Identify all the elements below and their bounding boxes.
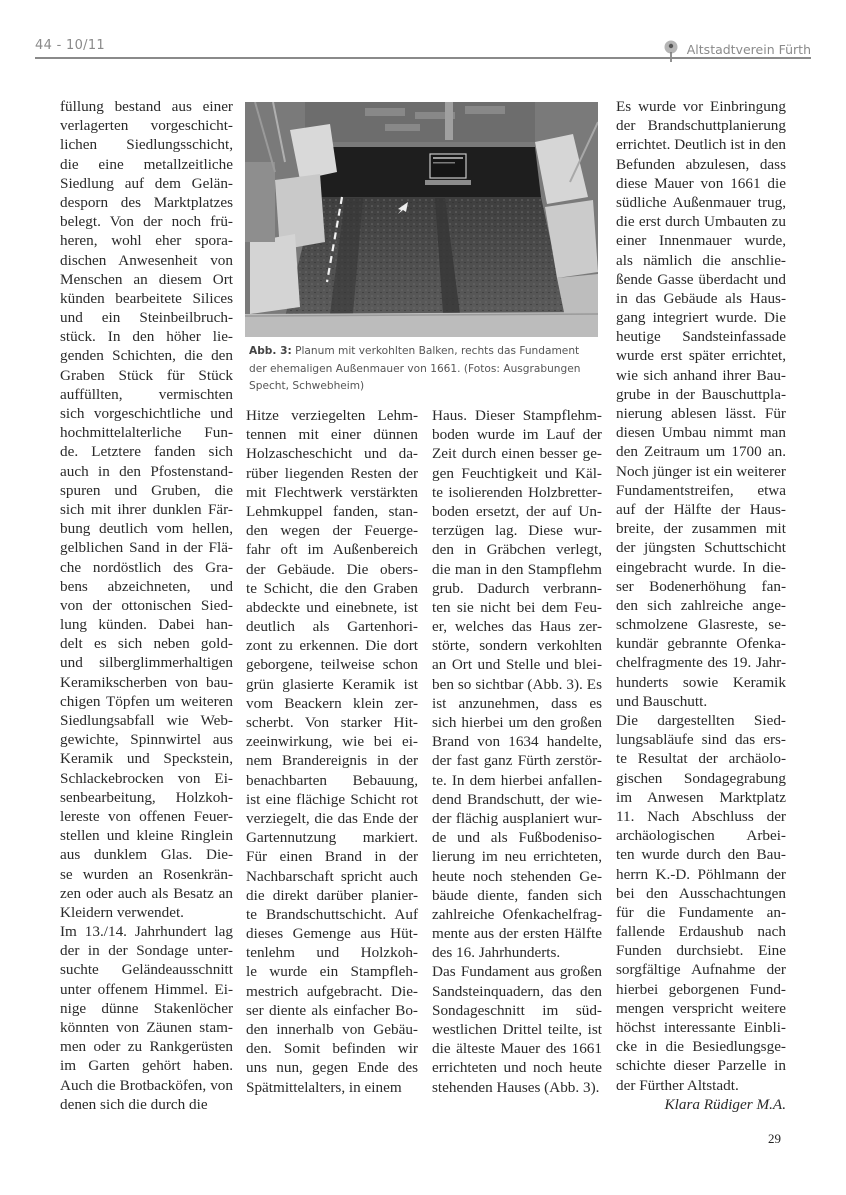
- text-line: den. Somit befinden wir: [246, 1040, 418, 1058]
- text-line: te Schicht, die den Graben: [246, 579, 418, 597]
- text-line: gang integriert wurde. Die: [616, 309, 786, 327]
- text-line: errichtet. Deutlich ist in den: [616, 136, 786, 154]
- text-line: die man in den Stampflehm: [432, 560, 602, 578]
- text-line: gelblichen Sand in der Flä-: [60, 539, 233, 557]
- text-line: westlichen Drittel teilte, ist: [432, 1021, 602, 1038]
- text-line: Sandsteinquadern, das den: [432, 982, 602, 1000]
- text-line: Spätmittelalters, in einem: [246, 1078, 402, 1096]
- text-line: im Anwesen Marktplatz: [616, 788, 786, 806]
- text-line: die direkt darüber planier-: [246, 886, 418, 904]
- text-line: und silberglimmerhaltigen: [60, 654, 233, 672]
- figure-label: Abb. 3:: [249, 345, 292, 357]
- text-line: de und als Fußbodeniso-: [432, 829, 602, 847]
- text-line: ten wurde durch den Bau-: [616, 846, 786, 864]
- text-line: denen sich die durch die: [60, 1095, 208, 1113]
- text-line: Sondageschnitt im süd-: [432, 1001, 602, 1019]
- text-line: zen oder auch als Besatz an: [60, 884, 233, 902]
- text-line: Funden durchsiebt. Eine: [616, 942, 786, 960]
- text-line: der jüngsten Schuttschicht: [616, 539, 786, 557]
- text-line: deutlich als Gartenhori-: [246, 618, 418, 636]
- text-line: im Garten gehört haben.: [60, 1057, 233, 1075]
- text-line: Schlackebrocken von Ei-: [60, 769, 233, 787]
- text-line: Zeit durch einen besser ge-: [432, 445, 602, 463]
- text-line: boden wurde im Lauf der: [432, 426, 602, 444]
- text-line: Gartennutzung markiert.: [246, 829, 418, 847]
- text-line: wurde erst später errichtet,: [616, 347, 786, 365]
- text-column-4: [616, 97, 786, 1114]
- text-line: an Ort und Stelle und blei-: [432, 656, 602, 674]
- text-line: grube in der Bauschuttpla-: [616, 385, 786, 403]
- text-line: errichteten und noch heute: [432, 1059, 602, 1077]
- text-line: er, welches das Haus zer-: [432, 618, 602, 636]
- text-line: dischen Anwesenheit von: [60, 251, 233, 269]
- text-line: höchst interessante Einbli-: [616, 1019, 786, 1036]
- text-line: te Brandschuttschicht. Auf: [246, 905, 418, 923]
- text-line: künden bearbeitete Silices: [60, 289, 233, 307]
- text-line: Das Fundament aus großen: [432, 963, 602, 981]
- text-line: uns nun, gegen Ende des: [246, 1059, 418, 1077]
- text-line: Keramikscherben von bau-: [60, 673, 233, 691]
- text-line: tenlehm und Holzkoh-: [246, 944, 418, 962]
- text-line: Hitze verziegelten Lehm-: [246, 407, 418, 424]
- text-line: suchte Geländeausschnitt: [60, 961, 233, 979]
- text-line: chigen Töpfen um weiteren: [60, 692, 233, 710]
- text-column-2: [246, 406, 418, 1097]
- text-line: Für einen Brand in der: [246, 848, 418, 866]
- text-line: schmolzene Glasreste, se-: [616, 616, 786, 634]
- text-line: stehenden Hauses (Abb. 3).: [432, 1078, 600, 1096]
- text-line: desporn des Marktplatzes: [60, 193, 233, 211]
- text-line: benachbarten Bebauung,: [246, 771, 418, 789]
- text-line: mestrich aufgebracht. Die-: [246, 982, 418, 1000]
- caption-line-3: Specht, Schwebheim): [249, 380, 365, 392]
- text-line: lung künden. Dabei han-: [60, 616, 233, 634]
- text-line: spuren und Gruben, die: [60, 481, 233, 499]
- text-line: vom Beackern klein zer-: [246, 694, 418, 712]
- text-line: lierung im neu errichteten,: [432, 848, 602, 866]
- caption-line-1: Planum mit verkohlten Balken, rechts das Fundament: [295, 345, 580, 357]
- text-line: nierung ablesen lässt. Für: [616, 405, 786, 422]
- text-line: bung deutlich vom hellen,: [60, 520, 233, 538]
- text-line: heute noch stehenden Ge-: [432, 867, 602, 885]
- excavation-photo: [245, 102, 598, 337]
- text-line: rüber liegenden Resten der: [246, 464, 418, 482]
- text-line: hunderts sowie Keramik: [616, 673, 786, 691]
- text-line: abdeckte und einebnete, ist: [246, 598, 418, 616]
- text-line: 11. Nach Abschluss der: [616, 807, 786, 825]
- text-line: wie sich anhand ihrer Bau-: [616, 366, 786, 384]
- text-line: heutige Sandsteinfassade: [616, 328, 786, 346]
- text-line: sich mit ihrer dunklen Fär-: [60, 500, 233, 518]
- page-number: 29: [768, 1131, 781, 1146]
- text-line: unter offenem Himmel. Ei-: [60, 980, 233, 998]
- text-line: Keramik und Speckstein,: [60, 750, 233, 768]
- text-line: herrn K.-D. Pöhlmann der: [616, 865, 786, 883]
- text-line: lungsabläufe sind das ers-: [616, 731, 786, 749]
- text-line: Lehmkuppel fanden, stan-: [246, 502, 418, 520]
- text-line: südliche Außenmauer trug,: [616, 193, 786, 211]
- excavation-photo-image: [245, 102, 598, 337]
- text-line: Es wurde vor Einbringung: [616, 98, 786, 115]
- text-line: breite, der zusammen mit: [616, 520, 786, 538]
- text-line: te. In dem hierbei anfallen-: [432, 771, 602, 789]
- text-line: von der ottonischen Sied-: [60, 596, 233, 614]
- text-line: mit Flechtwerk verstärkten: [246, 483, 418, 501]
- text-line: der Fürther Altstadt.: [616, 1076, 739, 1094]
- text-line: heren, wohl eher spora-: [60, 232, 233, 250]
- text-line: boden ersetzt, der auf Un-: [432, 502, 602, 520]
- text-line: scherbt. Von starker Hit-: [246, 714, 418, 731]
- text-line: Fundamentstreifen, etwa: [616, 481, 786, 499]
- text-line: könnten von Zäunen stam-: [60, 1019, 233, 1036]
- text-line: se wurden an Rosenkrän-: [60, 865, 233, 883]
- text-line: sorgfältige Aufnahme der: [616, 961, 786, 979]
- text-line: sich vorgeschichtliche und: [60, 405, 233, 422]
- text-line: als nämlich die anschlie-: [616, 251, 786, 269]
- text-line: der fast ganz Fürth zerstör-: [432, 752, 602, 770]
- text-line: diese Mauer von 1661 die: [616, 174, 786, 192]
- text-line: diesen Umbau nimmt man: [616, 424, 786, 442]
- text-line: Siedlung auf dem Gelän-: [60, 174, 233, 192]
- author-signature: Klara Rüdiger M.A.: [664, 1095, 786, 1113]
- text-line: dend Brandschutt, der wie-: [432, 790, 602, 808]
- text-line: grün glasierte Keramik ist: [246, 675, 418, 693]
- text-line: genden Schichten, die den: [60, 347, 233, 365]
- text-line: bei den Ausschachtungen: [616, 884, 786, 902]
- text-line: delt es sich neben gold-: [60, 635, 233, 653]
- issue-number: 44 - 10/11: [35, 38, 105, 53]
- text-line: der in der Sondage unter-: [60, 942, 233, 960]
- text-line: den wegen der Feuerge-: [246, 522, 418, 540]
- text-line: dieses Gemenge aus Hüt-: [246, 925, 418, 943]
- text-line: de. Letztere fanden sich: [60, 443, 233, 461]
- text-line: nige dünne Stakenlöcher: [60, 999, 233, 1017]
- text-line: des 16. Jahrhunderts.: [432, 944, 561, 962]
- publisher-name: Altstadtverein Fürth: [686, 41, 811, 57]
- text-line: men oder zu Rankgerüsten: [60, 1038, 233, 1056]
- text-column-1: [60, 97, 233, 1114]
- text-line: gischen Sondagegrabung: [616, 769, 786, 787]
- text-line: cke in die Besiedlungsge-: [616, 1038, 786, 1056]
- text-line: Kleidern verwendet.: [60, 903, 184, 921]
- text-line: Siedlungsabfall wie Web-: [60, 712, 233, 729]
- text-line: te isolierenden Holzbretter-: [432, 483, 602, 501]
- text-line: den innerhalb von Gebäu-: [246, 1021, 418, 1038]
- text-line: eingebracht wurde. In die-: [616, 558, 786, 576]
- text-line: Graben Stück für Stück: [60, 366, 233, 384]
- text-line: zont zu erkennen. Die dort: [246, 637, 418, 655]
- text-line: Auch die Brotbacköfen, von: [60, 1076, 233, 1094]
- text-line: auch in den Pfostenstand-: [60, 462, 233, 480]
- text-line: Nachbarschaft spricht auch: [246, 867, 418, 885]
- text-line: lichen Siedlungsschicht,: [60, 136, 233, 154]
- text-line: verlagerten vorgeschicht-: [60, 117, 233, 135]
- text-line: le wurde ein Stampfleh-: [246, 963, 418, 981]
- text-line: die älteste Mauer des 1661: [432, 1040, 602, 1058]
- text-line: Noch jünger ist ein weiterer: [616, 462, 786, 480]
- text-line: in das Gebäude als Haus-: [616, 289, 786, 307]
- text-line: stellen und kleine Ringlein: [60, 827, 233, 845]
- text-line: tennen mit einer dünnen: [246, 426, 418, 444]
- text-line: Befunden abzulesen, dass: [616, 155, 786, 173]
- text-line: Haus. Dieser Stampflehm-: [432, 407, 602, 424]
- text-line: Menschen an diesem Ort: [60, 270, 233, 288]
- text-line: kundär gebrannte Ofenka-: [616, 635, 786, 653]
- text-line: geborgene, teilweise schon: [246, 656, 418, 674]
- text-line: den in Gräbchen verlegt,: [432, 541, 602, 559]
- text-line: und ein Steinbeilbruch-: [60, 309, 233, 327]
- text-line: lereste von offenen Feuer-: [60, 807, 233, 825]
- text-column-3: [432, 406, 602, 1097]
- text-line: den sich zahlreiche ange-: [616, 596, 786, 614]
- text-line: zeeinwirkung, wie bei ei-: [246, 733, 418, 751]
- text-line: gewichte, Spinnwirtel aus: [60, 731, 233, 749]
- figure-caption: [249, 343, 594, 396]
- text-line: auffüllten, vermischten: [60, 385, 233, 403]
- text-line: grub. Dadurch verbrann-: [432, 579, 602, 597]
- text-line: aus dunklem Glas. Die-: [60, 846, 233, 864]
- text-line: Im 13./14. Jahrhundert lag: [60, 923, 233, 941]
- text-line: sich hierbei um den großen: [432, 714, 602, 731]
- text-line: auf der Hälfte der Haus-: [616, 500, 786, 518]
- text-line: ben so sichtbar (Abb. 3). Es: [432, 675, 602, 693]
- text-line: ser Bodenerhöhung fan-: [616, 577, 786, 595]
- caption-line-2: der ehemaligen Außenmauer von 1661. (Fotos: Ausgrabungen: [249, 362, 581, 375]
- text-line: fallende Erdaushub nach: [616, 923, 786, 941]
- text-line: stück. In den höher lie-: [60, 328, 233, 346]
- text-line: einer Innenmauer wurde,: [616, 232, 786, 250]
- text-line: Die dargestellten Sied-: [616, 712, 786, 729]
- text-line: mengen verspricht weitere: [616, 999, 786, 1017]
- text-line: schichte dieser Parzelle in: [616, 1057, 786, 1075]
- text-line: gen Feuchtigkeit und Käl-: [432, 464, 602, 482]
- text-line: den Zeitraum um 1700 an.: [616, 443, 786, 461]
- text-line: ser diente als einfacher Bo-: [246, 1001, 418, 1019]
- text-line: der Gebäude. Die obers-: [246, 560, 418, 578]
- text-line: für die Fundamente an-: [616, 903, 786, 921]
- text-line: nem Brandereignis in der: [246, 752, 418, 770]
- text-line: archäologischen Arbei-: [616, 827, 786, 845]
- text-line: bens abzeichneten, und: [60, 577, 233, 595]
- text-line: hochmittelalterliche Fun-: [60, 424, 233, 442]
- text-line: störte, sondern verkohlten: [432, 637, 602, 655]
- text-line: chelfragmente des 19. Jahr-: [616, 654, 786, 672]
- text-line: senbearbeitung, Holzkoh-: [60, 788, 233, 806]
- text-line: Brand von 1634 handelte,: [432, 733, 602, 751]
- text-line: hierbei geborgenen Fund-: [616, 980, 786, 998]
- text-line: verziegelt, die das Ende der: [246, 809, 418, 827]
- text-line: der Brandschuttplanierung: [616, 117, 786, 135]
- header-rule: [35, 57, 811, 59]
- text-line: bäude diente, fanden sich: [432, 886, 602, 904]
- text-line: terzügen lag. Diese wur-: [432, 522, 602, 540]
- text-line: die erst durch Umbauten zu: [616, 213, 786, 231]
- text-line: ist anzunehmen, dass es: [432, 694, 602, 712]
- text-line: che nordöstlich des Gra-: [60, 558, 233, 576]
- text-line: und Bauschutt.: [616, 692, 708, 710]
- text-line: ßende Gasse überdacht und: [616, 270, 786, 288]
- text-line: zahlreiche Ofenkachelfrag-: [432, 905, 602, 923]
- text-line: belegt. Von der noch frü-: [60, 213, 233, 231]
- text-line: ist eine flächige Schicht rot: [246, 790, 418, 808]
- text-line: te Resultat der archäolo-: [616, 750, 786, 768]
- text-line: der flächig ausplaniert wur-: [432, 809, 602, 827]
- text-line: Holzascheschicht und da-: [246, 445, 418, 463]
- text-line: füllung bestand aus einer: [60, 98, 233, 115]
- text-line: ten sie nicht bei dem Feu-: [432, 598, 602, 616]
- text-line: fahr oft im Außenbereich: [246, 541, 418, 559]
- text-line: mente aus der ersten Hälfte: [432, 925, 602, 943]
- text-line: die eine metallzeitliche: [60, 155, 233, 173]
